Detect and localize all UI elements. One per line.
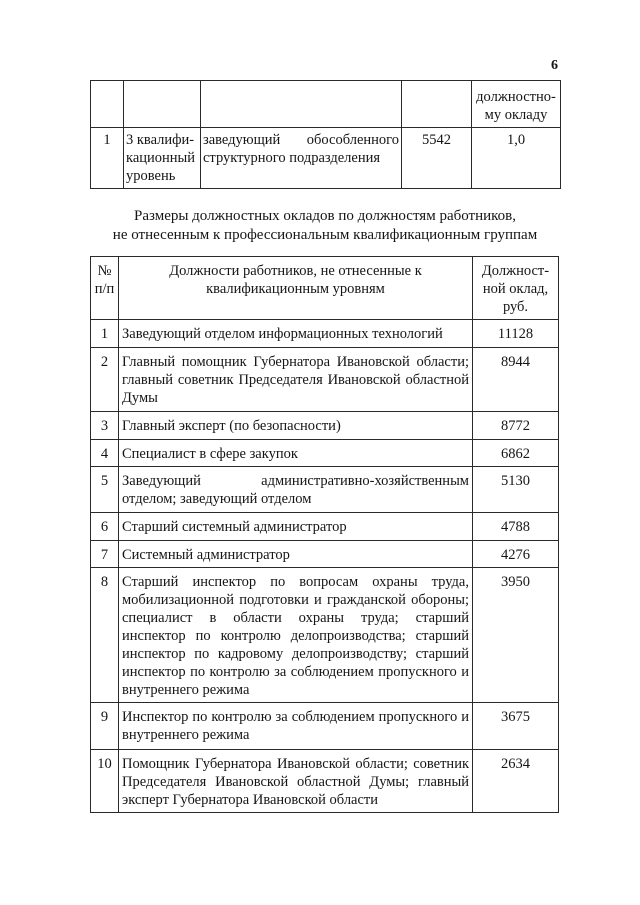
position-name: Старший инспектор по вопросам охраны труда, мобилизационной подготовки и гражданской обороны; специалист в области охраны труда; старший инспектор по контролю делопроизводства; старший инспектор по кадровому делопроизводству; старший инспектор по контролю за соблюдением пропускного и внутреннего режима: [119, 568, 473, 703]
row-number: 1: [91, 320, 119, 348]
table-row: [91, 348, 559, 412]
header-cell-coefficient: должностно-му окладу: [472, 81, 561, 128]
row-number: 4: [91, 440, 119, 467]
row-number: 10: [91, 750, 119, 813]
heading-line-2: не отнесенным к профессиональным квалификационным группам: [112, 227, 538, 243]
table-row: [91, 320, 559, 348]
position-name: заведующий обособленного структурного подразделения: [201, 128, 402, 189]
position-name: Специалист в сфере закупок: [119, 440, 473, 467]
position-name: Заведующий отделом информационных технологий: [119, 320, 473, 348]
salary-value: 3950: [473, 568, 559, 703]
table-row: [91, 750, 559, 813]
position-name: Главный эксперт (по безопасности): [119, 412, 473, 440]
row-number: 8: [91, 568, 119, 703]
salary-value: 8944: [473, 348, 559, 412]
position-name: Системный администратор: [119, 541, 473, 568]
row-number: 9: [91, 703, 119, 750]
salary-table: [90, 256, 559, 813]
heading-line-1: Размеры должностных окладов по должностям работников,: [133, 208, 517, 224]
salary-value: 8772: [473, 412, 559, 440]
row-number: 5: [91, 467, 119, 513]
section-heading: [90, 207, 560, 245]
header-cell: [91, 81, 124, 128]
qualification-level: 3 квалифи-кационный уровень: [124, 128, 201, 189]
header-position: Должности работников, не отнесенные к квалификационным уровням: [119, 257, 473, 320]
header-salary: Должност-ной оклад, руб.: [473, 257, 559, 320]
salary-value: 6862: [473, 440, 559, 467]
salary-value: 2634: [473, 750, 559, 813]
table-row: [91, 541, 559, 568]
row-number: 3: [91, 412, 119, 440]
table-row: [91, 568, 559, 703]
row-number: 2: [91, 348, 119, 412]
row-number: 1: [91, 128, 124, 189]
table-row: [91, 412, 559, 440]
row-number: 7: [91, 541, 119, 568]
position-name: Инспектор по контролю за соблюдением пропускного и внутреннего режима: [119, 703, 473, 750]
position-name: Главный помощник Губернатора Ивановской области; главный советник Председателя Ивановской областной Думы: [119, 348, 473, 412]
table-row: [91, 467, 559, 513]
table-row: [91, 513, 559, 541]
row-number: 6: [91, 513, 119, 541]
header-number: № п/п: [91, 257, 119, 320]
page-number: 6: [551, 58, 558, 73]
position-name: Заведующий административно-хозяйственным отделом; заведующий отделом: [119, 467, 473, 513]
position-name: Старший системный администратор: [119, 513, 473, 541]
header-cell: [201, 81, 402, 128]
table-header-row: [91, 257, 559, 320]
table-row: [91, 128, 561, 189]
table-header-row: [91, 81, 561, 128]
table-row: [91, 703, 559, 750]
salary-value: 11128: [473, 320, 559, 348]
position-name: Помощник Губернатора Ивановской области; советник Председателя Ивановской областной Думы; главный эксперт Губернатора Ивановской области: [119, 750, 473, 813]
salary-value: 4788: [473, 513, 559, 541]
salary-value: 3675: [473, 703, 559, 750]
continued-salary-table: [90, 80, 561, 189]
salary-value: 4276: [473, 541, 559, 568]
header-cell: [402, 81, 472, 128]
salary-value: 5130: [473, 467, 559, 513]
salary-value: 5542: [402, 128, 472, 189]
header-cell: [124, 81, 201, 128]
table-row: [91, 440, 559, 467]
coefficient-value: 1,0: [472, 128, 561, 189]
